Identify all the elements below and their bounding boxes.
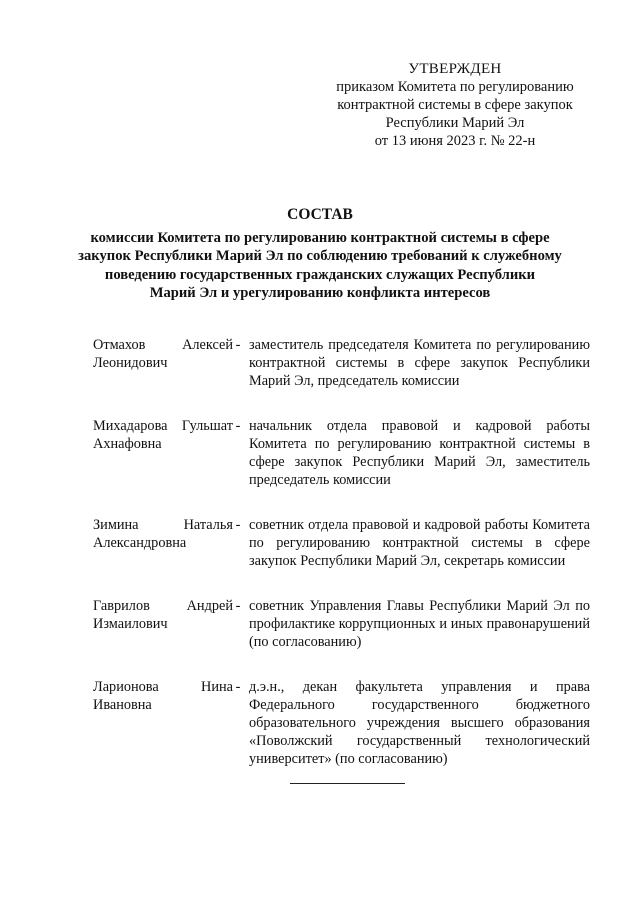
member-name: Ларионова Нина Ивановна (93, 679, 233, 713)
member-name: Отмахов Алексей Леонидович (93, 337, 233, 371)
member-dash: - (235, 598, 241, 614)
approval-date-line: от 13 июня 2023 г. № 22-н (374, 133, 536, 149)
member-position: заместитель председателя Комитета по регулированию контрактной системы в сфере закупок Республики Марий Эл, председатель комиссии (249, 337, 590, 389)
member-row (93, 678, 590, 768)
member-name: Гаврилов Андрей Измаилович (93, 598, 233, 632)
member-position: советник Управления Главы Республики Марий Эл по профилактике коррупционных и иных правонарушений (по согласованию) (249, 598, 590, 650)
approval-line: приказом Комитета по регулированию (336, 79, 574, 95)
member-name: Зимина Наталья Александровна (93, 517, 233, 551)
title-subtitle-line: комиссии Комитета по регулированию контрактной системы в сфере (90, 229, 550, 246)
member-list (93, 336, 590, 795)
member-dash: - (235, 517, 241, 533)
title-subtitle-line: поведению государственных гражданских служащих Республики (104, 266, 536, 283)
member-row (93, 597, 590, 651)
member-row (93, 336, 590, 390)
document-title (70, 206, 570, 303)
approval-line: контрактной системы в сфере закупок (337, 97, 573, 113)
member-position: советник отдела правовой и кадровой работы Комитета по регулированию контрактной системы в сфере закупок Республики Марий Эл, секретарь комиссии (249, 517, 590, 569)
member-row (93, 417, 590, 489)
approval-block (330, 60, 580, 150)
member-row (93, 516, 590, 570)
member-dash: - (235, 679, 241, 695)
member-position: начальник отдела правовой и кадровой работы Комитета по регулированию контрактной системы в сфере закупок Республики Марий Эл, заместитель председатель комиссии (249, 418, 590, 488)
approval-line: Республики Марий Эл (385, 115, 525, 131)
member-dash: - (235, 337, 241, 353)
member-dash: - (235, 418, 241, 434)
approval-heading: УТВЕРЖДЕН (408, 61, 502, 77)
title-subtitle-line: Марий Эл и урегулированию конфликта интересов (149, 285, 491, 301)
closing-rule (290, 783, 405, 784)
title-main: СОСТАВ (287, 206, 353, 223)
member-position: д.э.н., декан факультета управления и права Федерального государственного бюджетного образовательного учреждения высшего образования «Поволжский государственный технологический университет» (по согласованию) (249, 679, 590, 767)
title-subtitle-line: закупок Республики Марий Эл по соблюдению требований к служебному (78, 248, 562, 264)
member-name: Михадарова Гульшат Ахнафовна (93, 418, 233, 452)
